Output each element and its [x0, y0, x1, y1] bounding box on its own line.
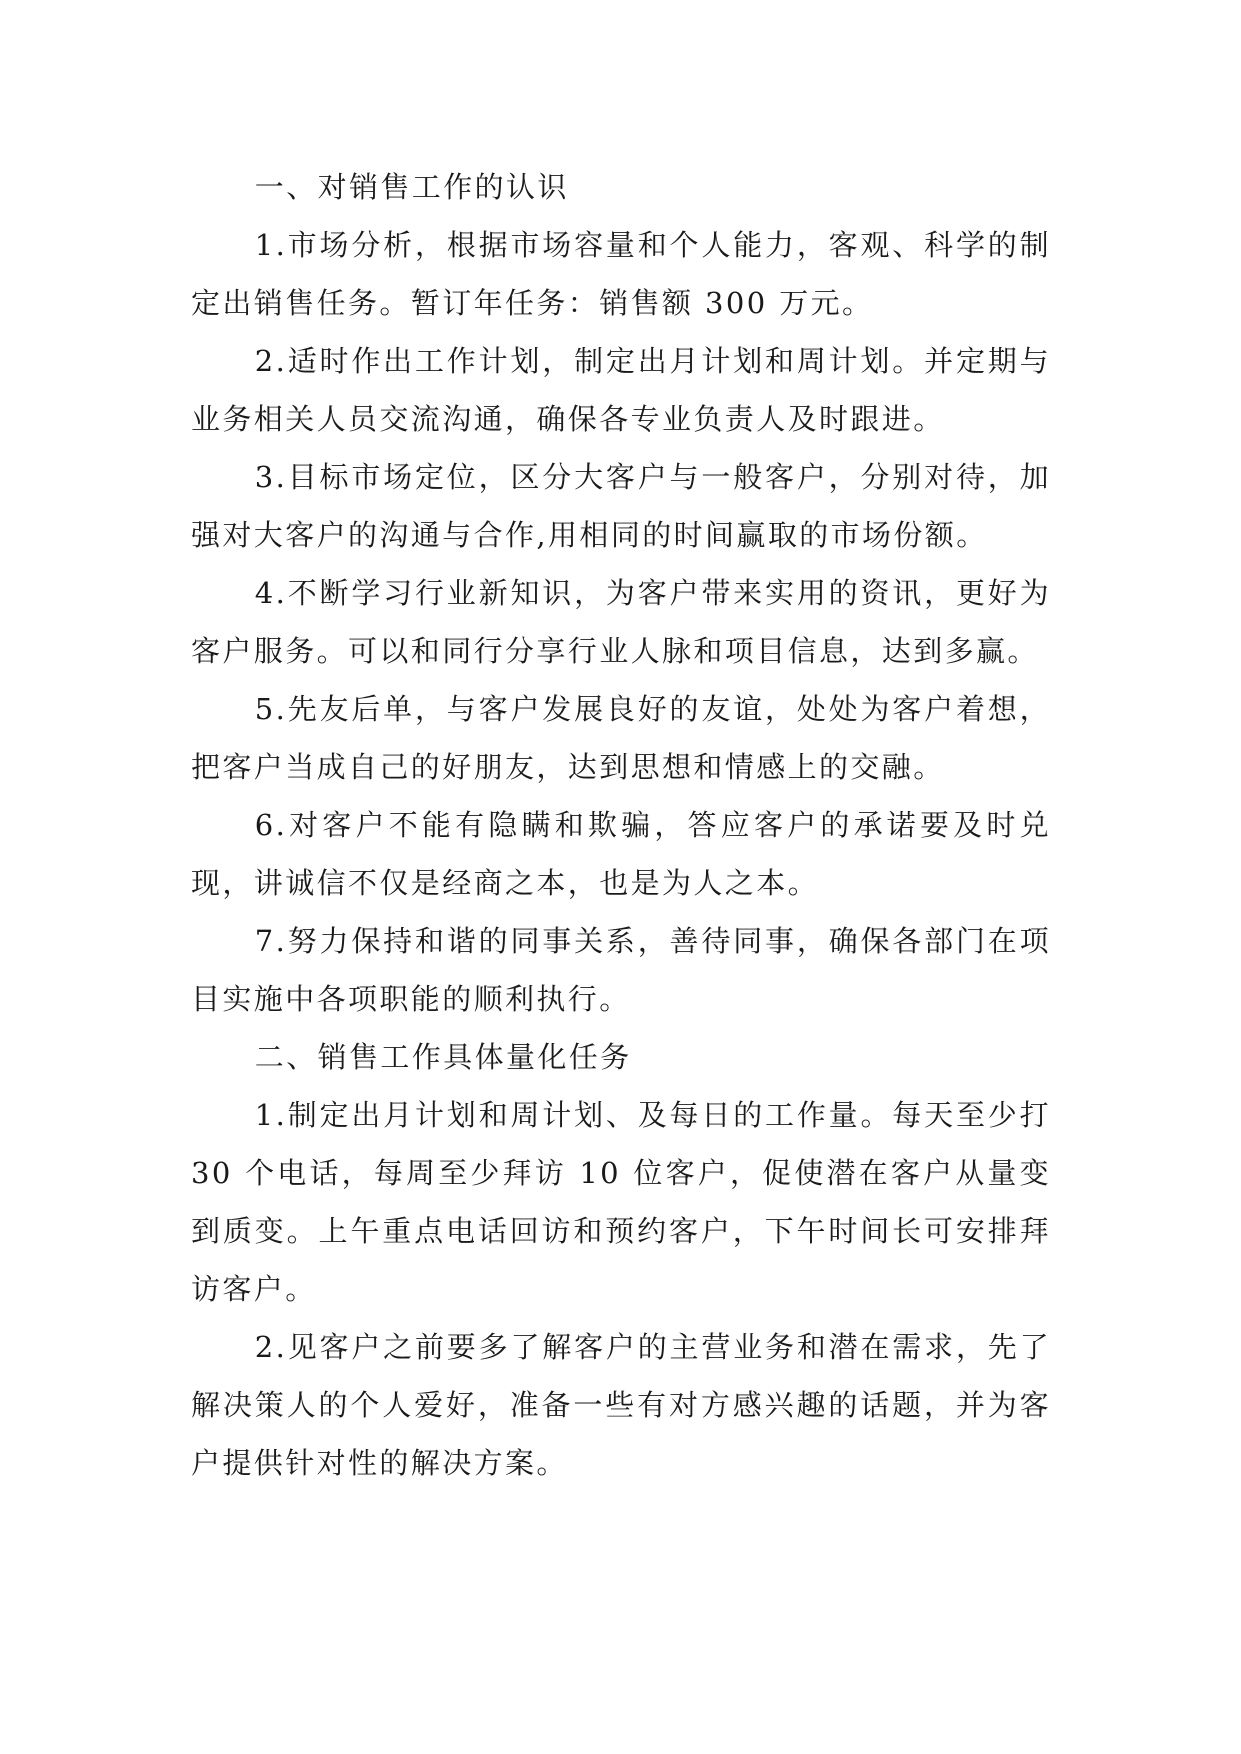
paragraph: 7.努力保持和谐的同事关系，善待同事，确保各部门在项目实施中各项职能的顺利执行。 [191, 924, 1051, 1016]
paragraph: 6.对客户不能有隐瞒和欺骗，答应客户的承诺要及时兑现，讲诚信不仅是经商之本，也是为人之本。 [191, 808, 1051, 900]
paragraph: 2.适时作出工作计划，制定出月计划和周计划。并定期与业务相关人员交流沟通，确保各专业负责人及时跟进。 [191, 344, 1051, 436]
paragraph: 3.目标市场定位，区分大客户与一般客户，分别对待，加强对大客户的沟通与合作,用相同的时间赢取的市场份额。 [191, 460, 1051, 552]
paragraph: 1.市场分析，根据市场容量和个人能力，客观、科学的制定出销售任务。暂订年任务：销售额 300 万元。 [191, 228, 1051, 320]
paragraph: 1.制定出月计划和周计划、及每日的工作量。每天至少打 30 个电话，每周至少拜访 10 位客户，促使潜在客户从量变到质变。上午重点电话回访和预约客户，下午时间长可安排拜访客户。 [191, 1098, 1051, 1306]
paragraph: 4.不断学习行业新知识，为客户带来实用的资讯，更好为客户服务。可以和同行分享行业人脉和项目信息，达到多赢。 [191, 576, 1051, 668]
document-body [191, 158, 1051, 1492]
paragraph: 5.先友后单，与客户发展良好的友谊，处处为客户着想，把客户当成自己的好朋友，达到思想和情感上的交融。 [191, 692, 1051, 784]
section-heading-1: 一、对销售工作的认识 [254, 170, 569, 204]
paragraph: 2.见客户之前要多了解客户的主营业务和潜在需求，先了解决策人的个人爱好，准备一些有对方感兴趣的话题，并为客户提供针对性的解决方案。 [191, 1330, 1051, 1480]
section-heading-2: 二、销售工作具体量化任务 [254, 1040, 632, 1074]
